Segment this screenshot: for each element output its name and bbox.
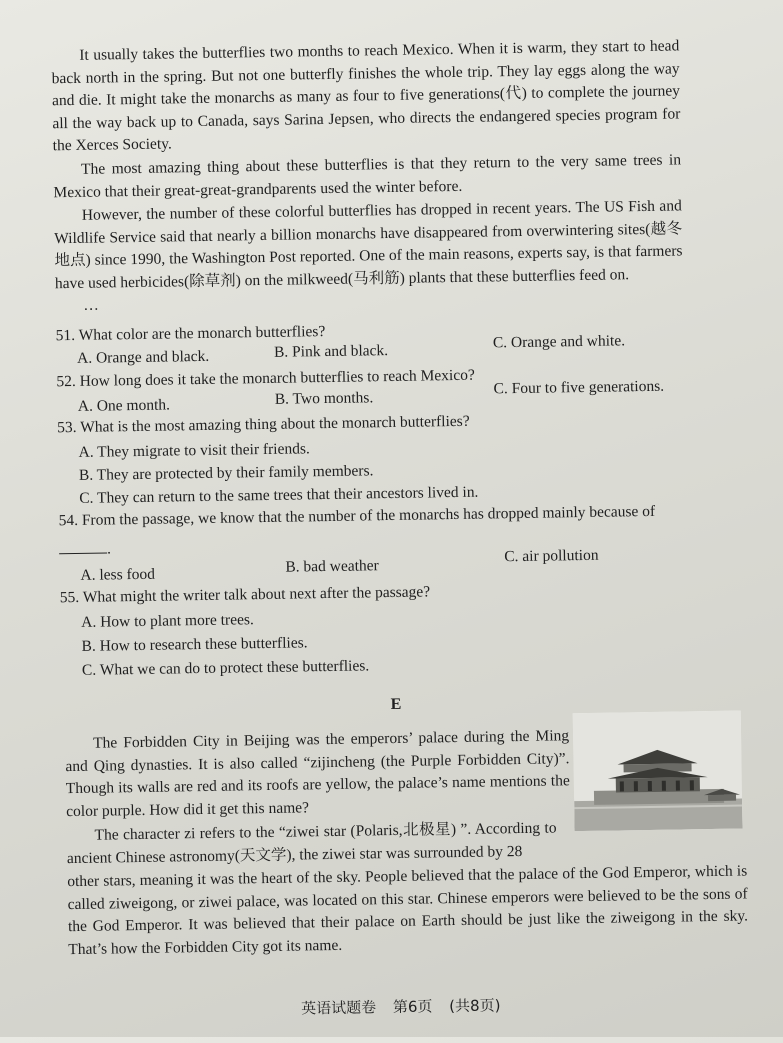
question-54-option-b: B. bad weather <box>285 557 379 576</box>
footer-subject: 英语试题卷 <box>300 998 377 1018</box>
question-54-option-a: A. less food <box>80 565 156 584</box>
question-51-option-b: B. Pink and black. <box>273 342 389 361</box>
footer-total-pages: (共8页) <box>449 996 501 1016</box>
question-53-option-c: C. They can return to the same trees that their ancestors lived in. <box>79 483 479 507</box>
passage-d-paragraph-1: It usually takes the butterflies two months to reach Mexico. When it is warm, they start to head back north in the spring. But not one butterfly finishes the whole trip. They lay eggs along the way and die. It might take the monarchs as many as four to five generations(代) to complete the journey all the way back up to Canada, says Sarina Jepsen, who directs the endangered species program for the Xerces Society. <box>51 37 681 155</box>
passage-d-paragraph-3: However, the number of these colorful butterflies has dropped in recent years. The US Fish and Wildlife Service said that nearly a billion monarchs have disappeared from overwintering sites(越冬地点) since 1990, the Washington Post reported. One of the main reasons, experts say, is that farmers have used herbicides(除草剂) on the milkweed(马利筋) plants that these butterflies feed on. <box>54 197 683 292</box>
passage-d-paragraph-2: The most amazing thing about these butterflies is that they return to the very same trees in Mexico that their great-great-grandparents used the winter before. <box>53 151 682 201</box>
question-51-option-a: A. Orange and black. <box>76 347 210 367</box>
question-52-stem: 52. How long does it take the monarch butterflies to reach Mexico? <box>56 366 475 391</box>
question-54-option-c: C. air pollution <box>504 546 599 566</box>
question-52-option-b: B. Two months. <box>274 389 374 408</box>
question-55-stem: 55. What might the writer talk about next after the passage? <box>59 583 431 607</box>
passage-e-paragraph-2-rest: other stars, meaning it was the heart of the sky. People believed that the palace of the God Emperor, which is called ziweigong, or ziwei palace, was located on this star. Chinese emperors were believed to be the sons of the God Emperor. It was believed that their palace on Earth should be just like the ziweigong in the sky. That’s how the Forbidden City got its name. <box>67 862 749 958</box>
forbidden-city-photo <box>573 711 743 832</box>
question-53-option-a: A. They migrate to visit their friends. <box>78 440 310 461</box>
question-54-stem-end: . <box>106 540 112 558</box>
question-51-stem: 51. What color are the monarch butterflies? <box>55 323 326 345</box>
question-53-stem: 53. What is the most amazing thing about the monarch butterflies? <box>57 412 470 437</box>
question-55-option-b: B. How to research these butterflies. <box>81 634 308 655</box>
question-55-option-c: C. What we can do to protect these butterflies. <box>81 657 370 679</box>
question-54-blank-line <box>59 538 111 561</box>
question-51-option-c: C. Orange and white. <box>492 332 626 352</box>
question-54-stem: 54. From the passage, we know that the number of the monarchs has dropped mainly because of <box>58 502 656 530</box>
palace-illustration <box>573 711 743 832</box>
question-55-option-a: A. How to plant more trees. <box>81 611 254 631</box>
section-e-heading: E <box>390 695 402 714</box>
answer-blank <box>59 538 107 554</box>
question-52-option-a: A. One month. <box>77 396 171 415</box>
passage-e-paragraph-1: The Forbidden City in Beijing was the emperors’ palace during the Ming and Qing dynasties. It is also called “zijincheng (the Purple Forbidden City)”. Though its walls are red and its roofs are yellow, the palace’s name mentions the color purple. How did it get this name? <box>65 727 570 820</box>
passage-e-paragraph-2-start: The character zi refers to the “ziwei star (Polaris,北极星) ”. According to ancient Chinese astronomy(天文学), the ziwei star was surrounded by 28 <box>66 819 557 867</box>
footer-page-number: 第6页 <box>392 997 433 1017</box>
question-52-option-c: C. Four to five generations. <box>493 377 665 398</box>
passage-ellipsis: … <box>83 296 99 314</box>
question-53-option-b: B. They are protected by their family members. <box>78 462 374 484</box>
page-footer <box>9 990 783 1023</box>
